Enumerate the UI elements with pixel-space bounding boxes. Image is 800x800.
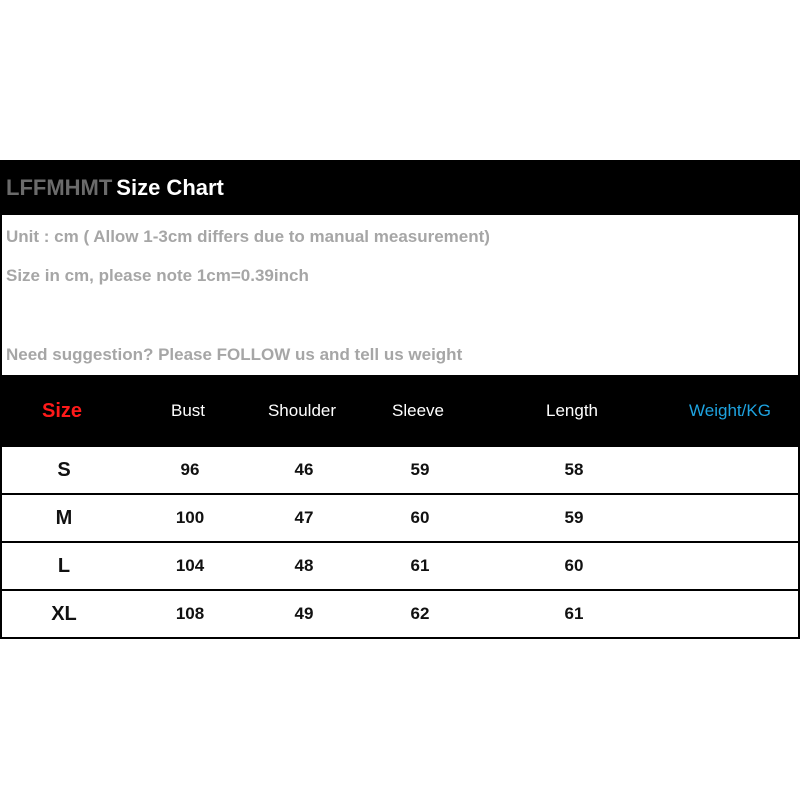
column-header-size: Size [41, 399, 83, 422]
table-row [0, 543, 800, 591]
cell-length: 59 [564, 508, 584, 527]
cell-weight [670, 543, 794, 589]
cell-bust: 108 [175, 604, 205, 623]
cell-bust: 100 [175, 508, 205, 527]
cell-size: M [55, 506, 73, 529]
cell-shoulder: 47 [294, 508, 314, 527]
suggestion-note: Need suggestion? Please FOLLOW us and tell us weight [6, 345, 463, 364]
column-header-shoulder: Shoulder [267, 401, 337, 420]
brand-name: LFFMHMT [6, 174, 113, 200]
cell-length: 58 [564, 460, 584, 479]
cell-length: 60 [564, 556, 584, 575]
column-header-weight: Weight/KG [689, 401, 771, 420]
cell-shoulder: 46 [294, 460, 314, 479]
cell-shoulder: 48 [294, 556, 314, 575]
cell-size: S [57, 458, 71, 481]
cell-length: 61 [564, 604, 584, 623]
cell-sleeve: 59 [410, 460, 430, 479]
column-header-bust: Bust [170, 401, 206, 420]
cell-bust: 104 [175, 556, 205, 575]
cell-sleeve: 62 [410, 604, 430, 623]
chart-title: Size Chart [116, 174, 224, 200]
cell-size: L [57, 554, 71, 577]
conversion-note: Size in cm, please note 1cm=0.39inch [6, 266, 309, 285]
size-chart [0, 160, 800, 638]
table-row [0, 591, 800, 639]
title-bar [0, 160, 800, 215]
table-row [0, 495, 800, 543]
info-panel [0, 215, 800, 375]
cell-size: XL [51, 602, 77, 625]
cell-weight [670, 447, 794, 493]
table-row [0, 447, 800, 495]
column-header-length: Length [546, 401, 598, 420]
cell-shoulder: 49 [294, 604, 314, 623]
cell-bust: 96 [180, 460, 200, 479]
unit-note: Unit : cm ( Allow 1-3cm differs due to manual measurement) [6, 227, 490, 246]
cell-weight [670, 591, 794, 637]
cell-sleeve: 61 [410, 556, 430, 575]
cell-weight [670, 495, 794, 541]
column-header-sleeve: Sleeve [392, 401, 444, 420]
table-header [0, 375, 800, 447]
cell-sleeve: 60 [410, 508, 430, 527]
